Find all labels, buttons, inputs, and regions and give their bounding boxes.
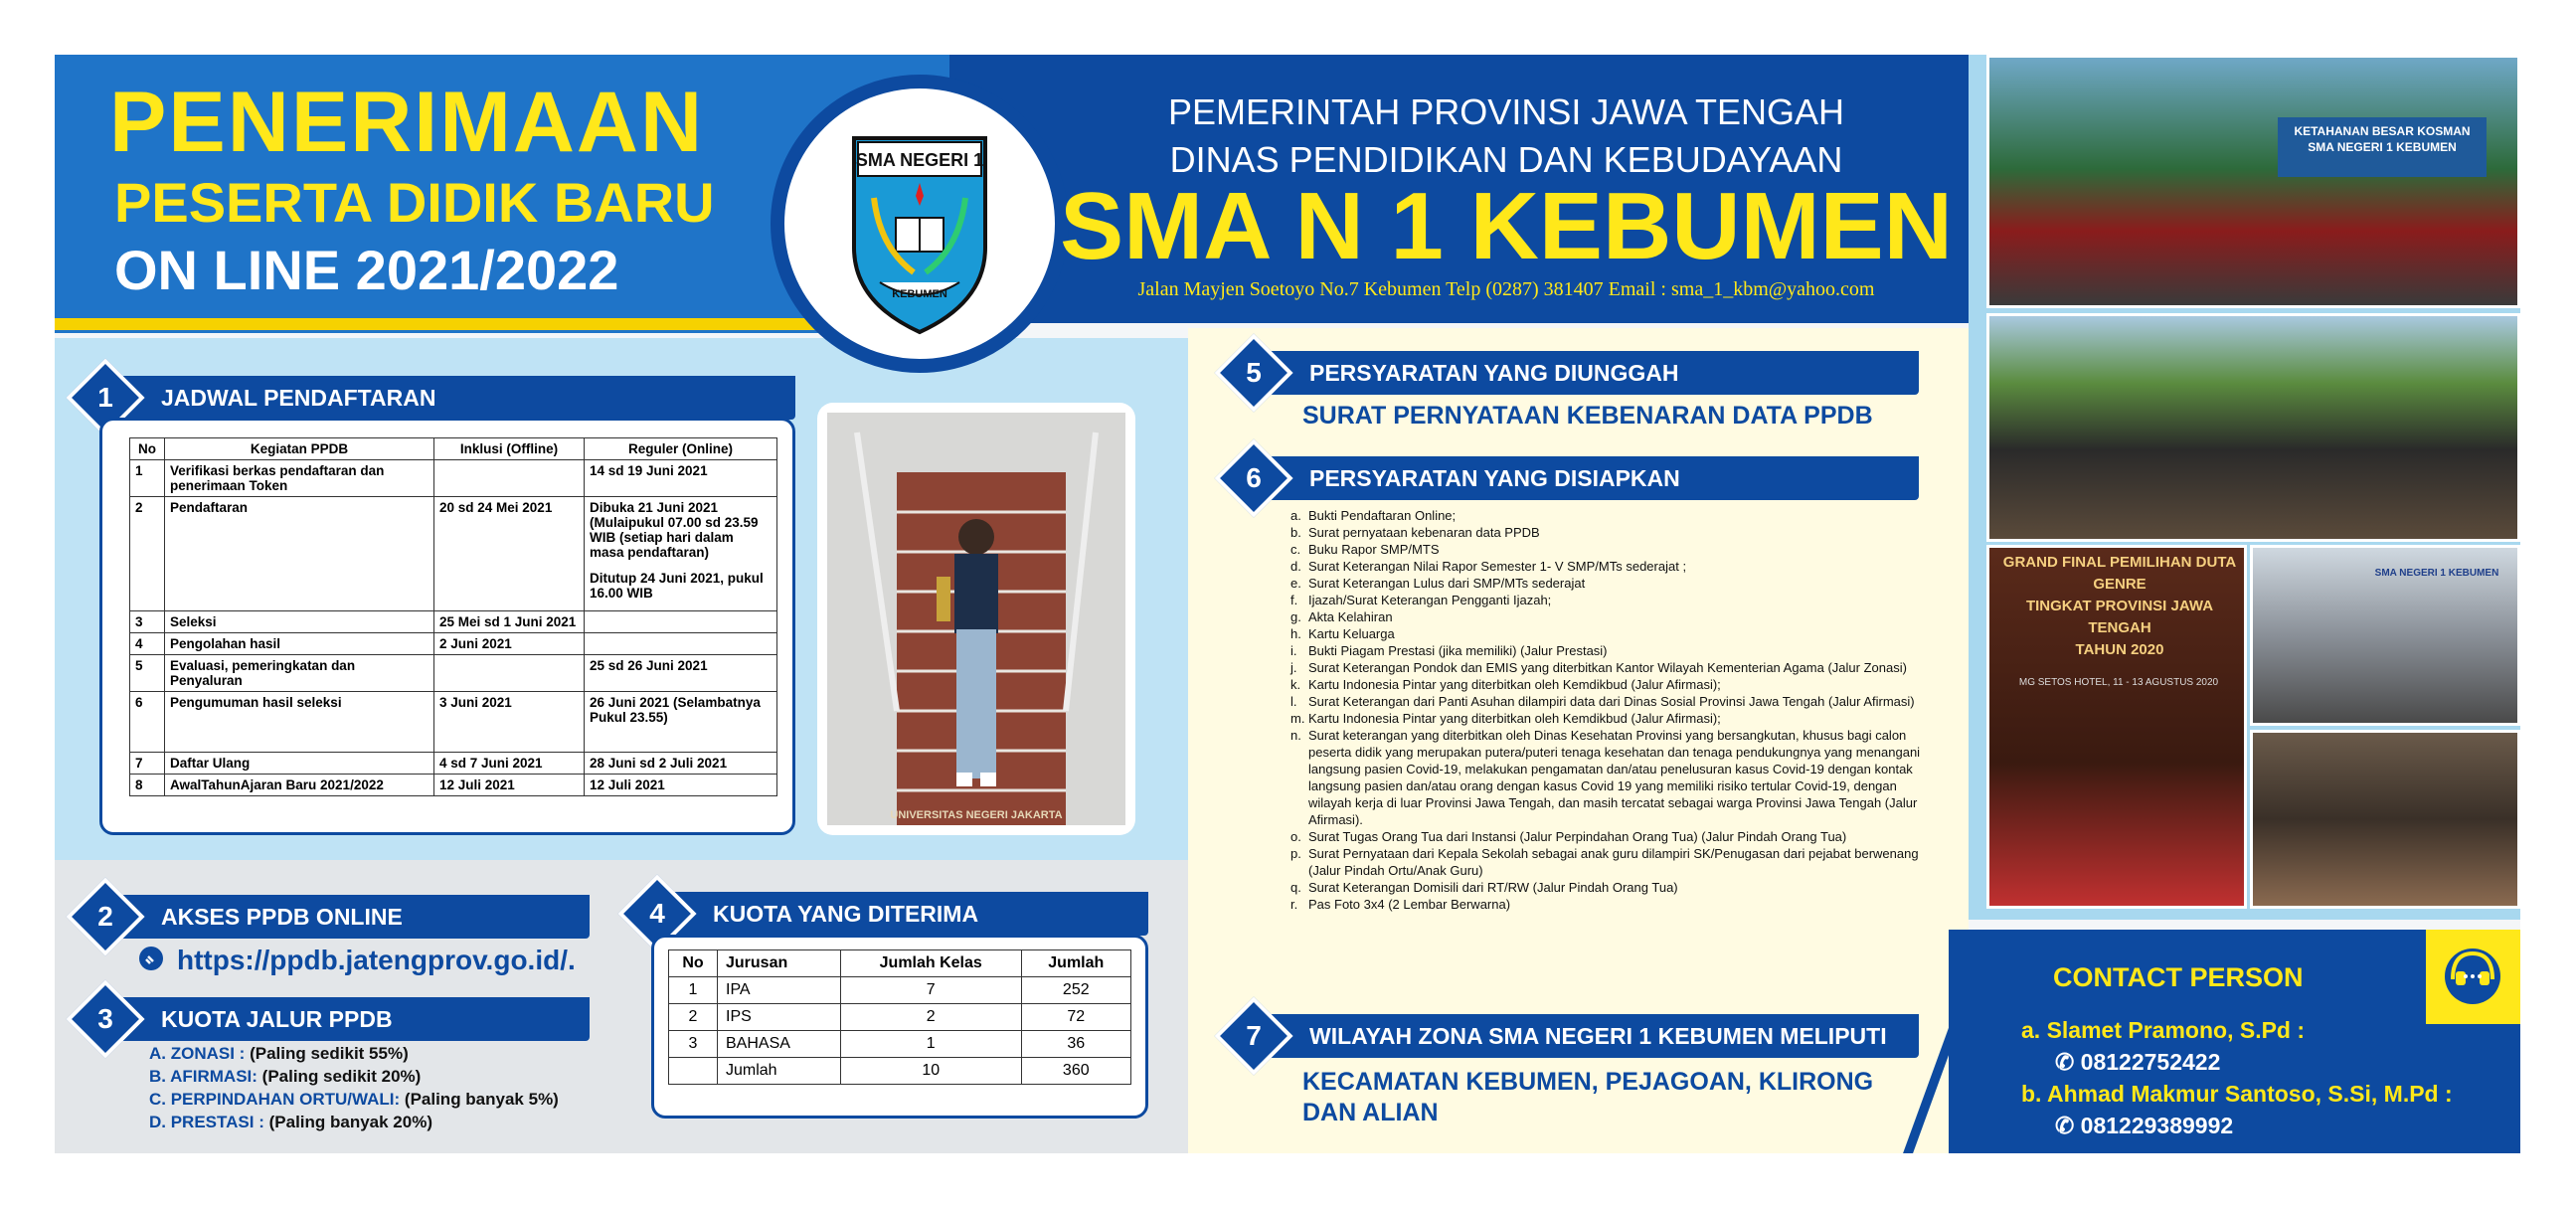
section-2-number: 2 [66, 877, 144, 955]
title-line-3: ON LINE 2021/2022 [114, 239, 619, 301]
list-item: f. Ijazah/Surat Keterangan Pengganti Ijazah; [1290, 593, 1552, 607]
table-row: 2 Pendaftaran 20 sd 24 Mei 2021 Dibuka 21 Juni 2021 (Mulaipukul 07.00 sd 23.59 WIB (setiap hari dalam masa pendaftaran) [130, 497, 777, 564]
schedule-table [129, 437, 777, 796]
list-item: n. Surat keterangan yang diterbitkan oleh Dinas Kesehatan Provinsi yang bersangkutan, khusus bagi calon peserta didik yang merupakan putera/puteri tenaga kesehatan dan tenaga pendukungnya yang menangani langsung pasien Covid-19, melakukan pengamatan dan/atau penelusuran kasus Covid-19 dengan kontak langsung pasien dan/atau orang dengan kasus Covid 19 yang memiliki risiko tertular Covid-19, dengan wilayah kerja di luar Provinsi Jawa Tengah, dan masih tercatat sebagai warga Provinsi Jawa Tengah (Jalur Afirmasi). [1290, 728, 1921, 827]
col-activity: Kegiatan PPDB [165, 438, 434, 460]
contact-title: CONTACT PERSON [2053, 962, 2304, 992]
section-5-title: PERSYARATAN YANG DIUNGGAH [1309, 360, 1679, 386]
ppdb-url-link[interactable]: https://ppdb.jatengprov.go.id/. [177, 945, 576, 975]
section-3-title: KUOTA JALUR PPDB [161, 1006, 393, 1032]
whatsapp-icon: ✆ [2055, 1113, 2081, 1138]
table-row: 1 Verifikasi berkas pendaftaran dan penerimaan Token 14 sd 19 Juni 2021 [130, 460, 777, 497]
government-line-2: DINAS PENDIDIKAN DAN KEBUDAYAAN [1169, 139, 1843, 180]
title-line-2: PESERTA DIDIK BARU [114, 171, 715, 234]
list-item: a. Bukti Pendaftaran Online; [1290, 508, 1457, 523]
contact-name-2: b. Ahmad Makmur Santoso, S.Si, M.Pd : [2021, 1081, 2453, 1107]
whatsapp-icon: ✆ [2055, 1049, 2081, 1075]
student-stair-text: UNIVERSITAS NEGERI JAKARTA [890, 809, 1063, 821]
list-item: d. Surat Keterangan Nilai Rapor Semester 1- V SMP/MTs sederajat ; [1290, 559, 1687, 574]
photo-3-subtext: MG SETOS HOTEL, 11 - 13 AGUSTUS 2020 [2018, 677, 2219, 688]
section-1-number: 1 [66, 358, 144, 436]
list-item: i. Bukti Piagam Prestasi (jika memiliki) (Jalur Prestasi) [1290, 643, 1608, 658]
list-item: c. Buku Rapor SMP/MTS [1290, 542, 1440, 557]
list-item: h. Kartu Keluarga [1290, 626, 1395, 641]
contact-phone-2[interactable]: ✆ 081229389992 [2055, 1113, 2234, 1138]
list-item: p. Surat Pernyataan dari Kepala Sekolah sebagai anak guru dilampiri SK/Penugasan dari pejabat berwenang (Jalur Pindah Ortu/Anak Guru) [1290, 846, 1919, 878]
photo-event-2 [1986, 313, 2520, 542]
list-item: q. Surat Keterangan Domisili dari RT/RW (Jalur Pindah Orang Tua) [1290, 880, 1678, 895]
photo-4-banner: SMA NEGERI 1 KEBUMEN [2374, 568, 2499, 579]
school-name: SMA N 1 KEBUMEN [1060, 173, 1953, 279]
table-row: 1 IPA 7 252 [669, 977, 1131, 1004]
student-photo [827, 413, 1125, 825]
section-1-header [99, 376, 795, 420]
contact-name-1: a. Slamet Pramono, S.Pd : [2021, 1017, 2306, 1043]
government-line-1: PEMERINTAH PROVINSI JAWA TENGAH [1167, 91, 1845, 132]
section-4-header [651, 892, 1148, 936]
photo-event-3 [1986, 545, 2247, 909]
section-5-header [1248, 351, 1919, 395]
uploaded-requirement: SURAT PERNYATAAN KEBENARAN DATA PPDB [1302, 402, 1873, 430]
table-header-row: No Jurusan Jumlah Kelas Jumlah [669, 950, 1131, 977]
section-4-title: KUOTA YANG DITERIMA [713, 901, 979, 927]
section-5-number: 5 [1214, 333, 1292, 412]
table-row: Jumlah 10 360 [669, 1058, 1131, 1085]
section-7-title: WILAYAH ZONA SMA NEGERI 1 KEBUMEN MELIPUTI [1309, 1023, 1887, 1049]
list-item: b. Surat pernyataan kebenaran data PPDB [1290, 525, 1540, 540]
section-2-title: AKSES PPDB ONLINE [161, 904, 403, 930]
list-item: j. Surat Keterangan Pondok dan EMIS yang diterbitkan Kantor Wilayah Kementerian Agama (Jalur Zonasi) [1290, 660, 1907, 675]
list-item: k. Kartu Indonesia Pintar yang diterbitkan oleh Kemdikbud (Jalur Afirmasi); [1290, 677, 1721, 692]
photo-event-4 [2250, 545, 2520, 726]
list-item: l. Surat Keterangan dari Panti Asuhan dilampiri data dari Dinas Sosial Provinsi Jawa Tengah (Jalur Afirmasi) [1290, 694, 1915, 709]
list-item: B. AFIRMASI: (Paling sedikit 20%) [149, 1067, 422, 1086]
headset-icon [2426, 930, 2520, 1024]
list-item: r. Pas Foto 3x4 (2 Lembar Berwarna) [1290, 897, 1511, 912]
section-6-header [1248, 456, 1919, 500]
photo-event-5 [2250, 730, 2520, 909]
list-item: D. PRESTASI : (Paling banyak 20%) [149, 1113, 432, 1131]
student-on-stairs-image [827, 413, 1125, 825]
requirements-list [1290, 507, 1927, 913]
list-item: A. ZONASI : (Paling sedikit 55%) [149, 1044, 409, 1063]
photo-event-1 [1986, 55, 2520, 308]
quota-path-list [149, 1042, 559, 1133]
link-icon [139, 947, 163, 970]
table-row: 5 Evaluasi, pemeringkatan dan Penyaluran 25 sd 26 Juni 2021 [130, 655, 777, 692]
table-row: 7 Daftar Ulang 4 sd 7 Juni 2021 28 Juni sd 2 Juli 2021 [130, 753, 777, 775]
contact-list [2021, 1014, 2453, 1141]
photo-3-text: GRAND FINAL PEMILIHAN DUTA GENRE TINGKAT PROVINSI JAWA TENGAH TAHUN 2020 [2002, 554, 2237, 658]
section-6-number: 6 [1214, 438, 1292, 517]
section-2-header [99, 895, 590, 939]
section-3-number: 3 [66, 979, 144, 1058]
photo-1-banner: KETAHANAN BESAR KOSMAN SMA NEGERI 1 KEBUMEN [2278, 117, 2487, 177]
list-item: m. Kartu Indonesia Pintar yang diterbitkan oleh Kemdikbud (Jalur Afirmasi); [1290, 711, 1721, 726]
col-online: Reguler (Online) [585, 438, 777, 460]
section-1-title: JADWAL PENDAFTARAN [161, 385, 436, 411]
section-6-title: PERSYARATAN YANG DISIAPKAN [1309, 465, 1680, 491]
contact-icon-box [2426, 930, 2520, 1024]
title-line-1: PENERIMAAN [109, 75, 705, 170]
table-row: 3 Seleksi 25 Mei sd 1 Juni 2021 [130, 611, 777, 633]
contact-phone-1[interactable]: ✆ 08122752422 [2055, 1049, 2221, 1075]
list-item: C. PERPINDAHAN ORTU/WALI: (Paling banyak 5%) [149, 1090, 559, 1109]
school-address: Jalan Mayjen Soetoyo No.7 Kebumen Telp (0287) 381407 Email : sma_1_kbm@yahoo.com [1137, 278, 1875, 300]
table-row: 2 IPS 2 72 [669, 1004, 1131, 1031]
list-item: e. Surat Keterangan Lulus dari SMP/MTs sederajat [1290, 576, 1586, 591]
list-item: g. Akta Kelahiran [1290, 609, 1393, 624]
quota-table [668, 949, 1131, 1085]
table-row: 4 Pengolahan hasil 2 Juni 2021 [130, 633, 777, 655]
zone-content: KECAMATAN KEBUMEN, PEJAGOAN, KLIRONG DAN ALIAN [1302, 1068, 1874, 1126]
table-row: 8 AwalTahunAjaran Baru 2021/2022 12 Juli 2021 12 Juli 2021 [130, 775, 777, 796]
list-item: o. Surat Tugas Orang Tua dari Instansi (Jalur Perpindahan Orang Tua) (Jalur Pindah Orang Tua) [1290, 829, 1847, 844]
table-row: 3 BAHASA 1 36 [669, 1031, 1131, 1058]
section-4-number: 4 [617, 874, 696, 952]
section-3-header [99, 997, 590, 1041]
col-offline: Inklusi (Offline) [434, 438, 585, 460]
table-row: 6 Pengumuman hasil seleksi 3 Juni 2021 26 Juni 2021 (Selambatnya Pukul 23.55) [130, 692, 777, 753]
section-7-header [1248, 1014, 1919, 1058]
logo-text-top: SMA NEGERI 1 [855, 150, 984, 170]
logo-text-bottom: KEBUMEN [892, 288, 947, 300]
table-row: Ditutup 24 Juni 2021, pukul 16.00 WIB [130, 563, 777, 611]
section-7-number: 7 [1214, 996, 1292, 1075]
col-no: No [130, 438, 165, 460]
table-header-row [130, 438, 777, 460]
